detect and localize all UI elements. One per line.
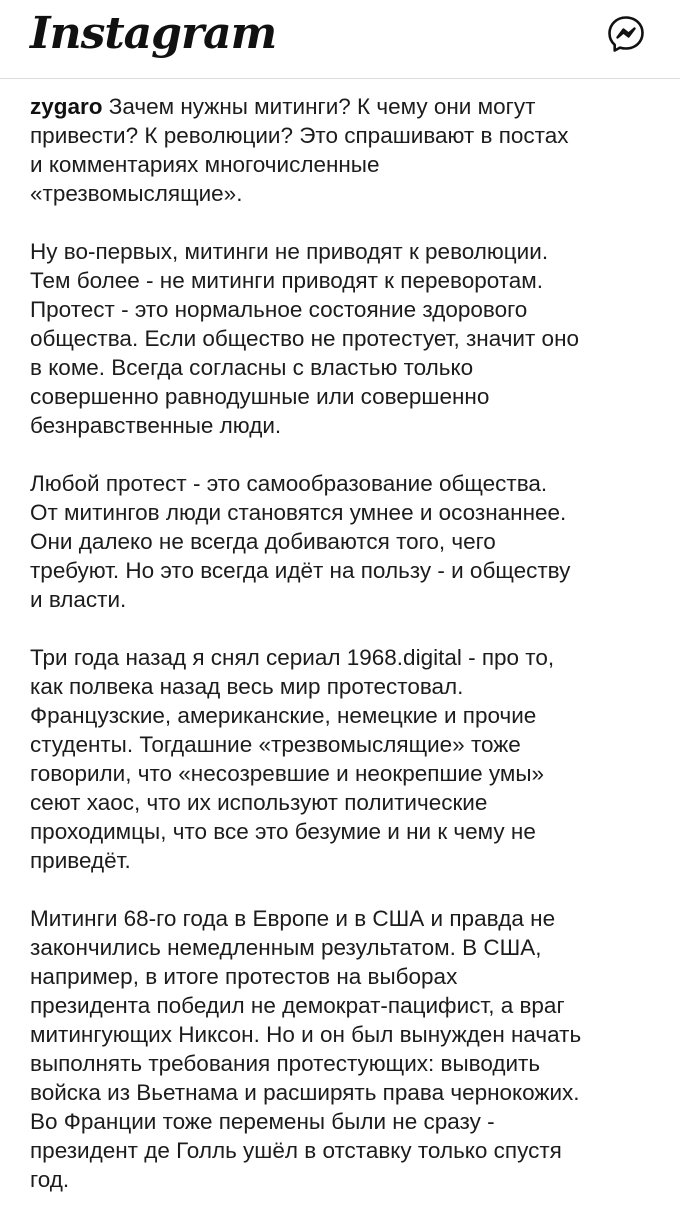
caption-paragraph: Митинги 68-го года в Европе и в США и правда не закончились немедленным результатом. В США, например, в итоге протестов на выборах президента победил не демократ-пацифист, а враг митингующих Никсон. Но и он был вынужден начать выполнять требования протестующих: выводить войска из Вьетнама и расширять права чернокожих. Во Франции тоже перемены были не сразу - президент де Голль ушёл в отставку только спустя год.: [30, 906, 582, 1192]
messenger-button[interactable]: [606, 14, 646, 54]
caption-paragraph: [30, 92, 658, 208]
caption-paragraph: Три года назад я снял сериал 1968.digital - про то, как полвека назад весь мир протестовал. Французские, американские, немецкие и прочие студенты. Тогдашние «трезвомыслящие» тоже говорили, что «несозревшие и неокрепшие умы» сеют хаос, что их используют политические проходимцы, что все это безумие и ни к чему не приведёт.: [30, 645, 555, 873]
username-link[interactable]: zygaro: [30, 94, 103, 119]
caption-paragraph: Ну во-первых, митинги не приводят к революции. Тем более - не митинги приводят к переворотам. Протест - это нормальное состояние здорового общества. Если общество не протестует, значит оно в коме. Всегда согласны с властью только совершенно равнодушные или совершенно безнравственные люди.: [30, 239, 580, 438]
caption-text: Зачем нужны митинги? К чему они могут привести? К революции? Это спрашивают в постах и комментариях многочисленные «трезвомыслящие».: [30, 94, 569, 206]
messenger-icon: [606, 14, 646, 54]
post-caption: [30, 92, 658, 1223]
instagram-logo[interactable]: Instagram: [30, 8, 277, 59]
top-header: [0, 0, 680, 79]
caption-paragraph: Любой протест - это самообразование общества. От митингов люди становятся умнее и осознаннее. Они далеко не всегда добиваются того, чего требуют. Но это всегда идёт на пользу - и обществу и власти.: [30, 471, 571, 612]
